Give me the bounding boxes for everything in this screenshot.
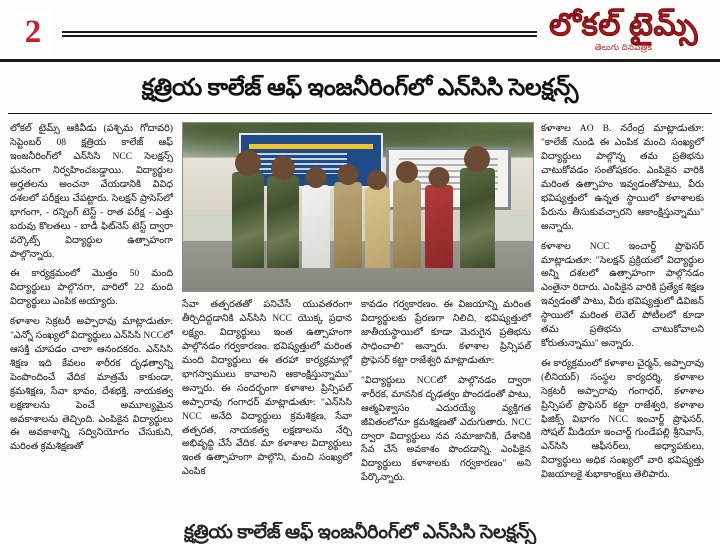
photo-person <box>334 182 362 267</box>
photo-person <box>302 185 330 268</box>
paragraph: సేవా తత్పరతతో పనిచేసే యువతరంగా తీర్చిదిద్దడానికి ఎన్‌సిసి NCC యొక్క ప్రధాన లక్ష్యం. విద్యార్థులు ఇంత ఉత్సాహంగా పాల్గొనడం గర్వకారణం. భవిష్యత్తులో మరింత మంది విద్యార్థులు ఈ తరహా కార్యక్రమాల్లో భాగస్వాములు కావాలని ఆకాంక్షిస్తున్నాము" అన్నారు. ఈ సందర్భంగా కళాశాల ప్రిన్సిపల్ అప్పారావు గంగాధర్ మాట్లాడుతూ: "ఎన్‌సిసి NCC అనేది విద్యార్థులు క్రమశిక్షణ, సేవా తత్పరత, నాయకత్వ లక్షణాలను నేర్చి అభివృద్ధి చేసే వేదిక. మా కళాశాల విద్యార్థులు ఇంత ఉత్సాహంగా పాల్గొని, మంచి సంఖ్యలో ఎంపిక <box>182 299 352 478</box>
paragraph: లోకల్ టైమ్స్ ఆకివీడు (పశ్చిమ గోదావరి) సెప్టెంబర్ 08 క్షత్రియ కాలేజ్ ఆఫ్ ఇంజనీరింగ్‌లో ఎన్‌సిసి NCC సెలక్షన్స్ ఘనంగా నిర్వహించబడ్డాయి. విద్యార్థుల అర్హతలను అంచనా వేయడానికి వివిధ దశలలో పరీక్షలు చేపట్టారు. సెలక్షన్ ప్రాసెస్‌లో భాగంగా, - రన్నింగ్ టెస్ట్ - రాత పరీక్ష - ఎత్తు బరువు కొలతలు - బాడీ ఫిట్‌నెస్ టెస్ట్ ద్వారా వర్కౌట్స్ విద్యార్థుల ఉత్సాహంగా పాల్గొన్నారు. <box>10 123 173 260</box>
paragraph: ఈ కార్యక్రమంలో మొత్తం 50 మంది విద్యార్థులు పాల్గొనగా, వారిలో 22 మంది విద్యార్థులు ఎంపిక అయ్యారు. <box>10 268 173 308</box>
article-body <box>0 114 720 491</box>
photo-caption-text <box>182 298 532 491</box>
paragraph: కళాశాల NCC ఇంచార్జ్ ప్రొఫెసర్ మాట్లాడుతూ: "సెలక్షన్ ప్రక్రియలో విద్యార్థుల అన్ని దశలలో ఉత్సాహంగా పాల్గొనడం ఎంతైనా రిదారు. ఎంపికైన వారికి ప్రత్యేక శిక్షణ ఇవ్వడంతో పాటు, వీరు భవిష్యత్తులో డివిజన్ స్థాయిలో మరింత లెవెల్ పోటీలలో కూడా తమ ప్రతిభను చాటుకోవాలని కోరుతున్నాము" అన్నారు. <box>541 240 704 349</box>
column-right <box>541 122 704 491</box>
next-article-headline-strip <box>0 521 720 544</box>
masthead <box>0 0 720 62</box>
photo-person <box>425 185 453 268</box>
photo-person <box>365 187 390 268</box>
brand-subtitle: తెలుగు దినపత్రిక <box>594 41 653 52</box>
paragraph: కావడం గర్వకారణం. ఈ విజయాన్ని మరింత విద్యార్థులకు ప్రేరణగా నిలిచి, భవిష్యత్తులో జాతీయస్థాయిలో కూడా మెరుగైన ప్రతిభను సాధించాలి" అన్నారు. కళాశాల ప్రిన్సిపల్ ప్రొఫెసర్ కట్టా రాజేశ్వరి మాట్లాడుతూ: <box>361 299 531 366</box>
paragraph: కళాశాల సెక్రటరీ అప్పారావు మాట్లాడుతూ: "ఎన్నో సంఖ్యలో విద్యార్థులు ఎన్‌సిసి NCCలో ఆసక్తి చూపడం చాలా ఆనందకరం. ఎన్‌సిసి శిక్షణ ఇది కేవలం శారీరక దృఢత్వాన్ని పెంపొందించే వేదిక మాత్రమే కాకుండా, క్రమశిక్షణ, సేవా భావం, దేశభక్తి, నాయకత్వ లక్షణాలను పెంచే అమూల్యమైన అవకాశాలను తెచ్చింది. ఎంపికైన విద్యార్థులు ఈ అవకాశాన్ని సద్వినియోగం చేసుకుని, మరింత క్రమశిక్షణతో <box>10 316 173 453</box>
photo-person <box>460 168 495 268</box>
article-headline: క్షత్రియ కాలేజ్ ఆఫ్ ఇంజనీరింగ్‌లో ఎన్‌సిసి సెలక్షన్స్ <box>8 62 712 114</box>
photo-person <box>232 172 264 268</box>
paragraph: "విద్యార్థులు NCCలో పాల్గొనడం ద్వారా శారీరక, మానసిక దృఢత్వం పొందడంతో పాటు, ఆత్మవిశ్వాసం ఎదురయ్యే వ్యక్తిగత జీవితంలోనూ క్రమశిక్షణతో ఎదుగుతారు. NCC ద్వారా విద్యార్థులు నవ సమాజానికి, దేశానికి సేవ చేసే అవకాశం పొందడాన్ని. ఎంపికైన విద్యార్థులు కళాశాలకు గర్వకారణం" అని పేర్కొన్నారు. <box>361 374 531 484</box>
photo-people-group <box>183 164 533 268</box>
newspaper-brand <box>549 6 710 55</box>
caption-column-right <box>361 298 531 491</box>
paragraph: కళాశాల AO B. నరేంద్ర మాట్లాడుతూ: "కాలేజ్ నుండి ఈ ఎంపిక మంచి సంఖ్యలో విద్యార్థులు పాల్గొన్న తమ ప్రతిభను చాటుకోవడం సంతోషకరం. ఎంపికైన వారికి మరింత ఉత్సాహం ఇవ్వడంతోపాటు, వీరు భవిష్యత్తులో ఉన్నత స్థాయిలో కళాశాలకు పేరును తీసుకువచ్చారని ఆకాంక్షిస్తున్నాము" అన్నారు. <box>541 123 704 232</box>
caption-column-left <box>182 298 352 491</box>
ncc-selection-photo <box>182 122 534 292</box>
column-center <box>182 122 532 491</box>
photo-person <box>267 176 299 268</box>
photo-person <box>393 180 421 267</box>
paragraph: ఈ కార్యక్రమంలో కళాశాల చైర్మన్, అప్పారావు (లీనియర్) సంస్థల కార్యదర్శి, కళాశాల సెక్రటరీ అప్పారావు గంగాధర్, కళాశాల ప్రిన్సిపల్ ప్రొఫెసర్ కట్టా రాజేశ్వరి, కళాశాల ఫిజిక్స్ విభాగం NCC ఇంచార్జ్ ప్రొఫెసర్, సోషల్ మీడియా ఇంచార్జ్ గుండేపల్లి శ్రీనివాస్, ఎన్‌సిసి ఆఫీసర్‌లు, అధ్యాపకులు, విద్యార్థులు అధిక సంఖ్యలో వారి భవిష్యత్తు విజయాలకై శుభాకాంక్షలు తెలిపారు. <box>541 357 704 481</box>
page-number: 2 <box>16 13 50 53</box>
brand-title: లోకల్ టైమ్స్ <box>549 6 698 42</box>
column-left <box>10 122 173 491</box>
masthead-divider-rule <box>62 30 537 40</box>
next-article-headline: క్షత్రియ కాలేజ్ ఆఫ్ ఇంజనీరింగ్‌లో ఎన్‌సిసి సెలక్షన్స్ <box>184 522 536 543</box>
